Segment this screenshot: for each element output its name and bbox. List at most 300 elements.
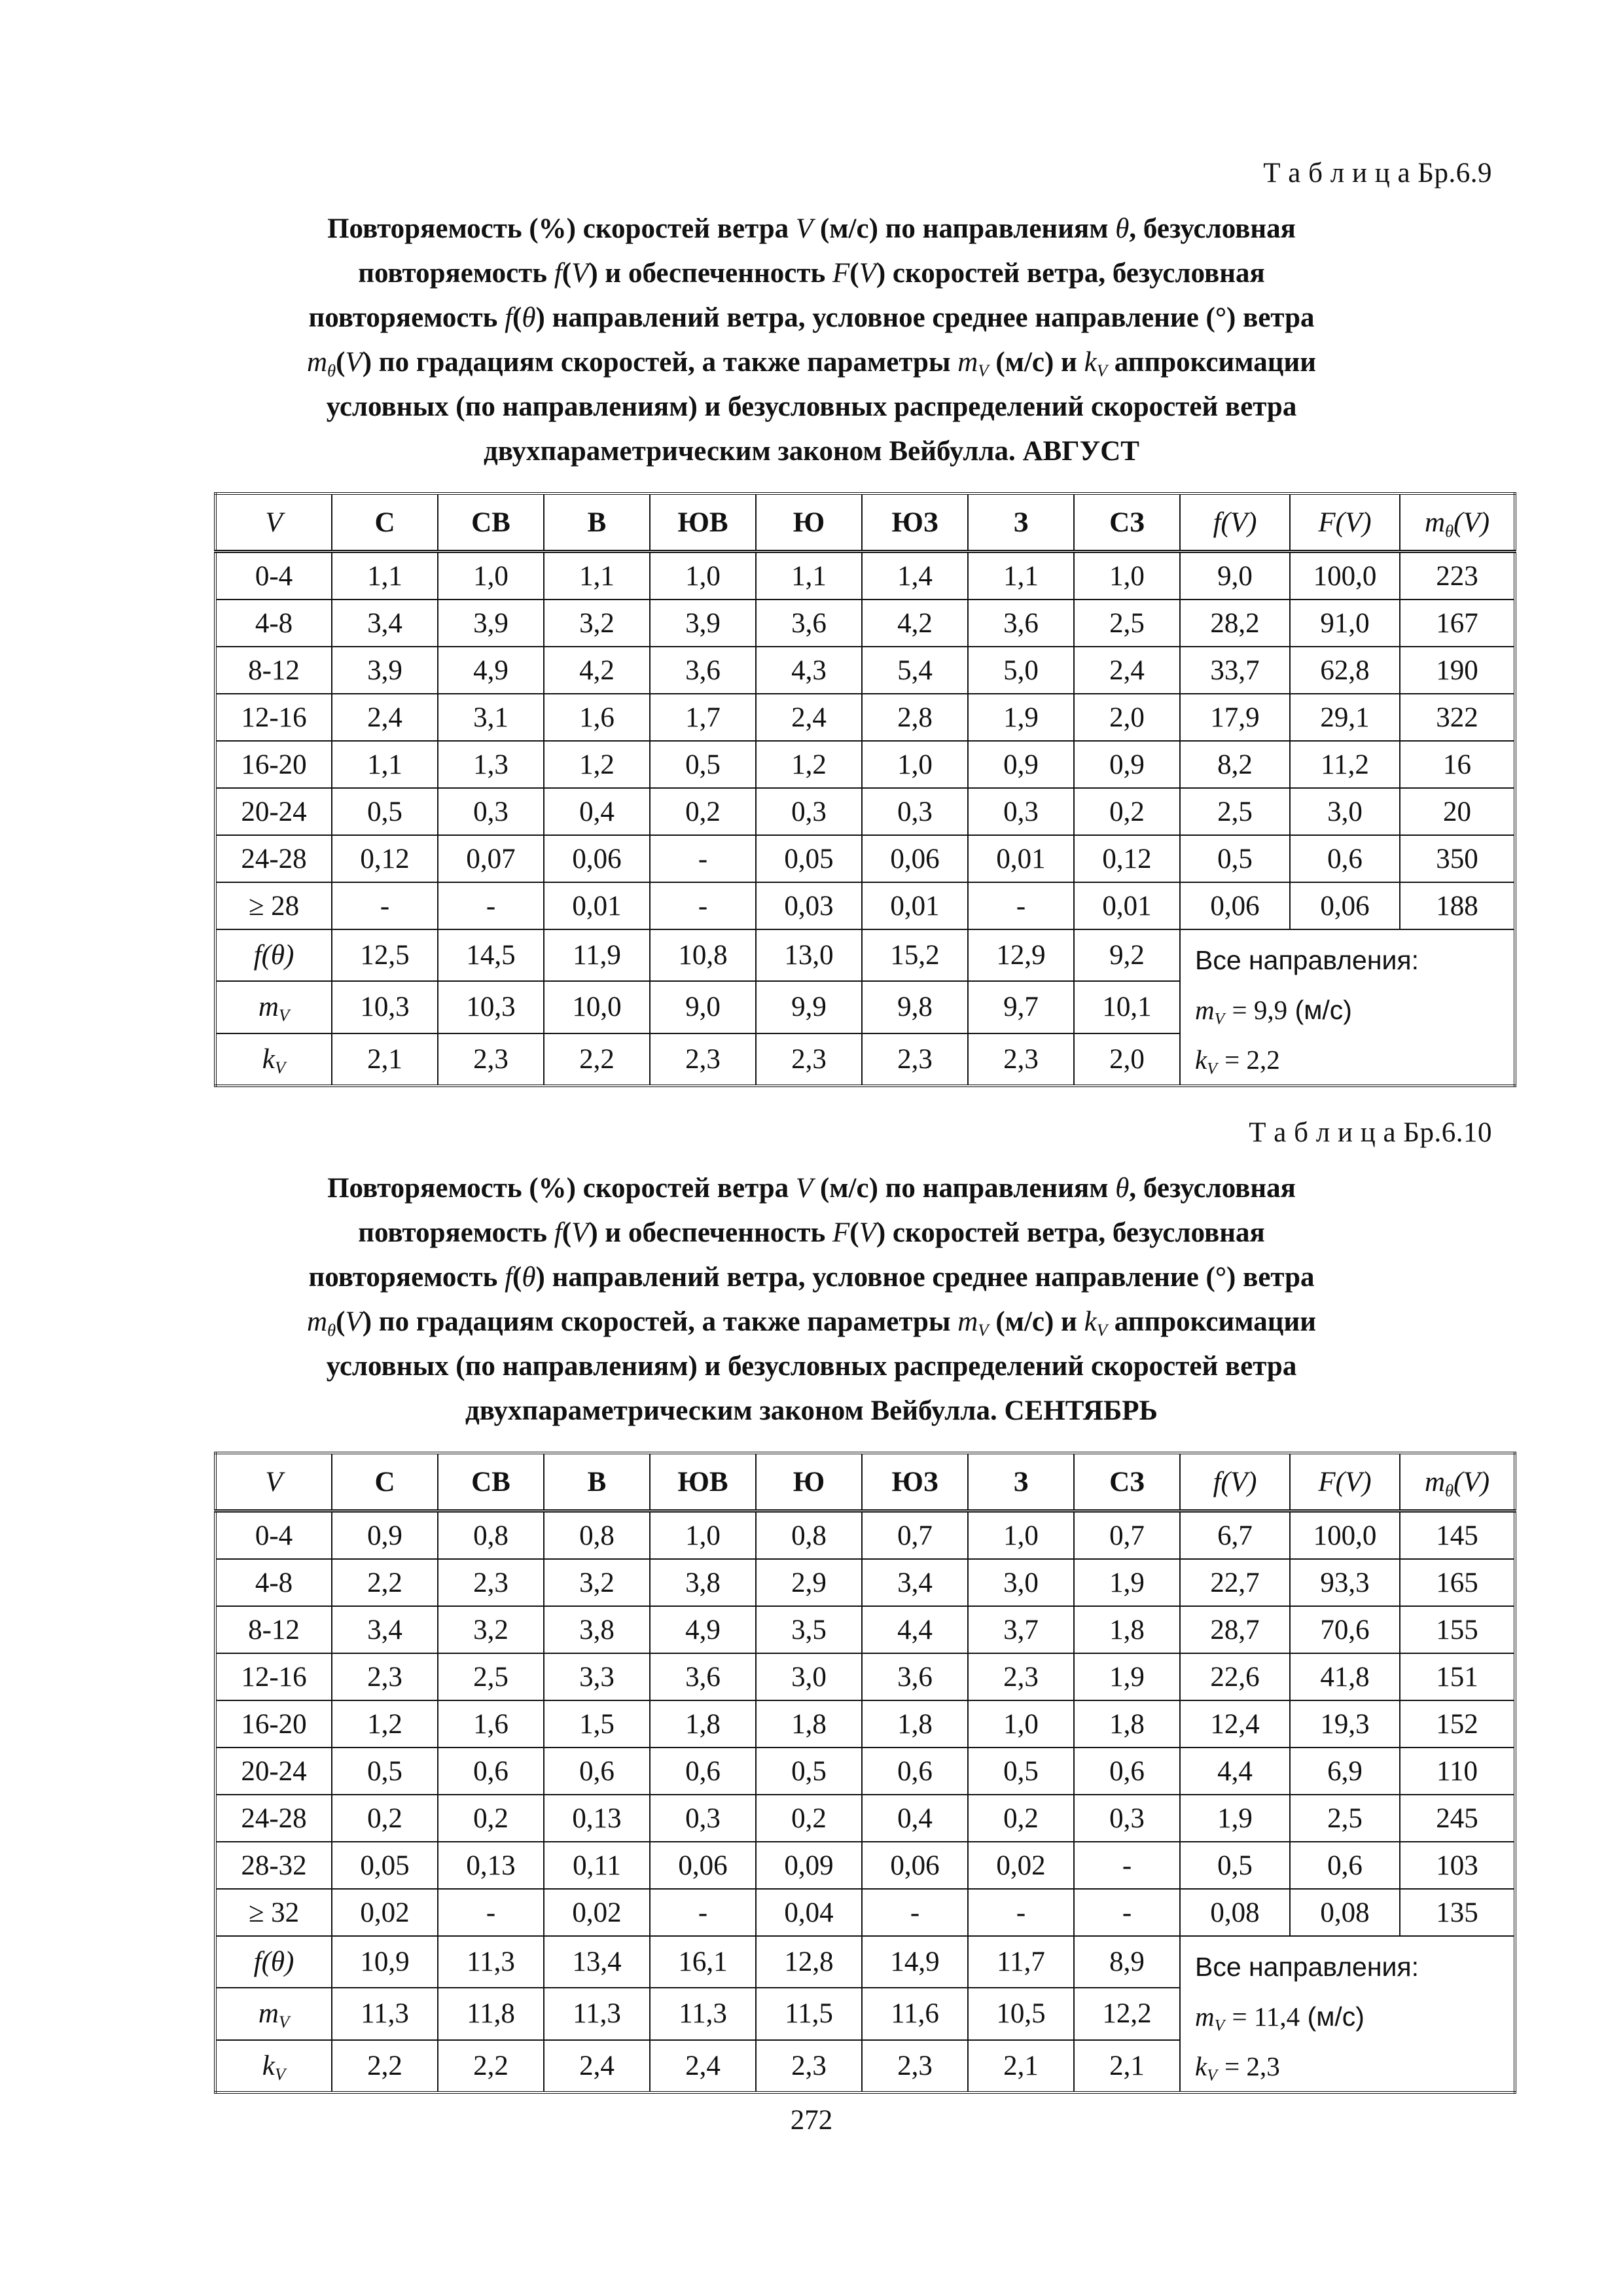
table-cell: 0,5 <box>756 1748 862 1795</box>
table-cell: 10,0 <box>544 981 650 1033</box>
table-cell: 0,06 <box>1290 882 1400 929</box>
table-cell: 0,6 <box>650 1748 756 1795</box>
table-cell: 1,0 <box>438 552 544 600</box>
table-cell: 100,0 <box>1290 552 1400 600</box>
header-dir: З <box>968 1453 1074 1511</box>
table-cell: 0,3 <box>756 788 862 835</box>
table-cell: 2,5 <box>438 1653 544 1700</box>
table-cell: 0,6 <box>1074 1748 1180 1795</box>
table-title: Повторяемость (%) скоростей ветра V (м/с) по направлениям θ, безусловная повторяемость f(V) и обеспеченность F(V) скоростей ветра, безусловная повторяемость f(θ) направлений ветра, условное среднее направление (°) ветра $m_\theta(V)$ по градациям скоростей, а также параметры $m_V$ (м/с) и $k_V$ аппроксимации условных (по направлениям) и безусловных распределений скоростей ветра двухпараметрическим законом Вейбулла. СЕНТЯБРЬ <box>306 1173 1317 1426</box>
header-dir: СЗ <box>1074 493 1180 552</box>
table-cell: 1,1 <box>756 552 862 600</box>
header-f-v: f(V) <box>1180 493 1290 552</box>
table-cell: 10,9 <box>332 1936 438 1988</box>
all-directions-summary: Все направления: $m_V = 9,9$ (м/с) $k_V = 2,2$ <box>1180 929 1515 1086</box>
table-cell: 10,5 <box>968 1988 1074 2039</box>
table-cell: 0,3 <box>650 1795 756 1842</box>
table-cell: 28,2 <box>1180 600 1290 647</box>
table-cell: 1,0 <box>968 1700 1074 1748</box>
header-dir: Ю <box>756 493 862 552</box>
table-cell: 2,1 <box>332 1033 438 1086</box>
title-month: СЕНТЯБРЬ <box>1004 1395 1158 1426</box>
table-cell: 0,02 <box>544 1889 650 1936</box>
table-cell: 6,7 <box>1180 1511 1290 1560</box>
table-cell: 20 <box>1400 788 1515 835</box>
speed-range-cell: 8-12 <box>215 647 332 694</box>
table-cell: 0,6 <box>1290 835 1400 882</box>
table-cell: 135 <box>1400 1889 1515 1936</box>
page-number: 272 <box>790 2105 833 2136</box>
header-row <box>215 1453 1515 1511</box>
table-cell: 2,5 <box>1180 788 1290 835</box>
table-cell: 1,0 <box>650 552 756 600</box>
table-cell: 1,1 <box>332 741 438 788</box>
table-cell: 11,3 <box>650 1988 756 2039</box>
header-v: V <box>215 1453 332 1511</box>
table-cell: 0,06 <box>650 1842 756 1889</box>
table-cell: 0,9 <box>1074 741 1180 788</box>
table-cell: 1,3 <box>438 741 544 788</box>
speed-range-cell: 24-28 <box>215 835 332 882</box>
table-cell: 0,12 <box>332 835 438 882</box>
table-cell: 1,0 <box>968 1511 1074 1560</box>
header-dir: ЮВ <box>650 493 756 552</box>
table-cell: 3,4 <box>332 600 438 647</box>
table-row <box>215 835 1515 882</box>
table-cell: 100,0 <box>1290 1511 1400 1560</box>
data-rows <box>215 552 1515 930</box>
table-row <box>215 1511 1515 1560</box>
header-dir: В <box>544 493 650 552</box>
table-cell: 8,2 <box>1180 741 1290 788</box>
table-cell: 3,6 <box>650 1653 756 1700</box>
speed-range-cell: ≥ 32 <box>215 1889 332 1936</box>
table-cell: - <box>1074 1842 1180 1889</box>
table-cell: 0,01 <box>968 835 1074 882</box>
table-cell: 2,0 <box>1074 1033 1180 1086</box>
speed-range-cell: 0-4 <box>215 1511 332 1560</box>
table-cell: 0,06 <box>544 835 650 882</box>
table-cell: 10,3 <box>332 981 438 1033</box>
summary-kv: 2,2 <box>1246 1045 1280 1075</box>
table-cell: 0,2 <box>968 1795 1074 1842</box>
table-cell: 0,2 <box>650 788 756 835</box>
table-cell: 11,5 <box>756 1988 862 2039</box>
table-cell: 4,9 <box>438 647 544 694</box>
table-cell: 0,6 <box>862 1748 968 1795</box>
table-cell: 0,6 <box>544 1748 650 1795</box>
table-cell: 1,5 <box>544 1700 650 1748</box>
table-row <box>215 647 1515 694</box>
table-cell: 1,8 <box>1074 1700 1180 1748</box>
table-cell: 11,2 <box>1290 741 1400 788</box>
header-m-theta: $m_\theta(V)$ <box>1400 1453 1515 1511</box>
table-cell: 3,0 <box>968 1559 1074 1606</box>
table-cell: - <box>650 1889 756 1936</box>
table-row <box>215 1795 1515 1842</box>
table-cell: 2,3 <box>438 1033 544 1086</box>
data-rows <box>215 1511 1515 1937</box>
header-row <box>215 493 1515 552</box>
table-cell: 1,9 <box>1074 1559 1180 1606</box>
table-cell: 0,12 <box>1074 835 1180 882</box>
header-dir: СВ <box>438 1453 544 1511</box>
table-cell: 6,9 <box>1290 1748 1400 1795</box>
table-cell: 1,7 <box>650 694 756 741</box>
table-cell: 223 <box>1400 552 1515 600</box>
table-cell: 4,4 <box>1180 1748 1290 1795</box>
table-cell: 0,6 <box>1290 1842 1400 1889</box>
table-cell: 3,3 <box>544 1653 650 1700</box>
table-cell: 3,0 <box>756 1653 862 1700</box>
table-cell: 0,5 <box>1180 1842 1290 1889</box>
header-dir: СВ <box>438 493 544 552</box>
table-cell: 3,6 <box>650 647 756 694</box>
table-cell: 0,4 <box>862 1795 968 1842</box>
table-cell: 9,2 <box>1074 929 1180 981</box>
table-cell: - <box>438 882 544 929</box>
table-cell: 1,8 <box>862 1700 968 1748</box>
table-row <box>215 1606 1515 1653</box>
f-theta-row <box>215 929 1515 981</box>
table-cell: 4,4 <box>862 1606 968 1653</box>
table-cell: 2,3 <box>968 1653 1074 1700</box>
table-cell: 3,9 <box>332 647 438 694</box>
speed-range-cell: 0-4 <box>215 552 332 600</box>
table-cell: 3,2 <box>544 1559 650 1606</box>
table-cell: 1,2 <box>544 741 650 788</box>
table-cell: 0,2 <box>756 1795 862 1842</box>
table-cell: 33,7 <box>1180 647 1290 694</box>
table-cell: - <box>968 882 1074 929</box>
table-cell: 0,5 <box>332 1748 438 1795</box>
header-v: V <box>215 493 332 552</box>
table-cell: 2,3 <box>756 1033 862 1086</box>
table-cell: - <box>968 1889 1074 1936</box>
speed-range-cell: 20-24 <box>215 1748 332 1795</box>
table-cell: 4,2 <box>544 647 650 694</box>
table-cell: - <box>1074 1889 1180 1936</box>
table-cell: 1,8 <box>756 1700 862 1748</box>
table-cell: 5,4 <box>862 647 968 694</box>
table-cell: 1,8 <box>1074 1606 1180 1653</box>
table-cell: 0,06 <box>862 835 968 882</box>
table-cell: 70,6 <box>1290 1606 1400 1653</box>
row-label: f(θ) <box>215 929 332 981</box>
row-label: $m_V$ <box>215 981 332 1033</box>
table-title: Повторяемость (%) скоростей ветра V (м/с) по направлениям θ, безусловная повторяемость f(V) и обеспеченность F(V) скоростей ветра, безусловная повторяемость f(θ) направлений ветра, условное среднее направление (°) ветра $m_\theta(V)$ по градациям скоростей, а также параметры $m_V$ (м/с) и $k_V$ аппроксимации условных (по направлениям) и безусловных распределений скоростей ветра двухпараметрическим законом Вейбулла. АВГУСТ <box>306 213 1317 467</box>
table-row <box>215 1700 1515 1748</box>
summary-mv-unit: (м/с) <box>1294 995 1352 1025</box>
table-cell: 0,5 <box>1180 835 1290 882</box>
table-cell: 350 <box>1400 835 1515 882</box>
table-label: Т а б л и ц а Бр.6.10 <box>1249 1117 1492 1148</box>
table-cell: 16,1 <box>650 1936 756 1988</box>
table-cell: 15,2 <box>862 929 968 981</box>
table-cell: 91,0 <box>1290 600 1400 647</box>
table-cell: 4,9 <box>650 1606 756 1653</box>
speed-range-cell: 4-8 <box>215 600 332 647</box>
table-cell: 0,06 <box>1180 882 1290 929</box>
table-cell: 0,9 <box>968 741 1074 788</box>
table-cell: 4,3 <box>756 647 862 694</box>
table-cell: 3,8 <box>544 1606 650 1653</box>
table-cell: 22,6 <box>1180 1653 1290 1700</box>
header-dir: СЗ <box>1074 1453 1180 1511</box>
table-cell: 2,1 <box>968 2040 1074 2092</box>
table-cell: 152 <box>1400 1700 1515 1748</box>
table-cell: 2,5 <box>1074 600 1180 647</box>
table-row <box>215 1842 1515 1889</box>
table-row <box>215 1653 1515 1700</box>
table-cell: 151 <box>1400 1653 1515 1700</box>
all-directions-summary: Все направления: $m_V = 11,4$ (м/с) $k_V = 2,3$ <box>1180 1936 1515 2092</box>
table-cell: 3,2 <box>438 1606 544 1653</box>
table-cell: 0,07 <box>438 835 544 882</box>
table-cell: 12,5 <box>332 929 438 981</box>
table-cell: 1,9 <box>968 694 1074 741</box>
table-cell: 11,9 <box>544 929 650 981</box>
table-cell: 3,2 <box>544 600 650 647</box>
table-cell: 93,3 <box>1290 1559 1400 1606</box>
speed-range-cell: 16-20 <box>215 1700 332 1748</box>
speed-range-cell: 12-16 <box>215 694 332 741</box>
table-cell: 1,8 <box>650 1700 756 1748</box>
table-cell: 0,08 <box>1180 1889 1290 1936</box>
table-cell: 12,8 <box>756 1936 862 1988</box>
table-cell: 2,2 <box>332 2040 438 2092</box>
table-cell: 9,7 <box>968 981 1074 1033</box>
table-cell: 11,8 <box>438 1988 544 2039</box>
table-cell: 2,3 <box>862 1033 968 1086</box>
table-row <box>215 694 1515 741</box>
table-cell: 9,9 <box>756 981 862 1033</box>
table-cell: 0,3 <box>438 788 544 835</box>
table-cell: 0,4 <box>544 788 650 835</box>
speed-range-cell: 20-24 <box>215 788 332 835</box>
table-cell: 12,4 <box>1180 1700 1290 1748</box>
table-cell: 2,2 <box>438 2040 544 2092</box>
table-cell: 3,9 <box>438 600 544 647</box>
table-label: Т а б л и ц а Бр.6.9 <box>1263 158 1492 188</box>
table-cell: 1,9 <box>1074 1653 1180 1700</box>
table-cell: 1,0 <box>1074 552 1180 600</box>
table-cell: 41,8 <box>1290 1653 1400 1700</box>
table-cell: 1,2 <box>332 1700 438 1748</box>
table-row <box>215 1889 1515 1936</box>
table-cell: 19,3 <box>1290 1700 1400 1748</box>
table-cell: 0,13 <box>544 1795 650 1842</box>
table-cell: 2,3 <box>650 1033 756 1086</box>
table-cell: 0,11 <box>544 1842 650 1889</box>
table-cell: 11,3 <box>438 1936 544 1988</box>
table-cell: 5,0 <box>968 647 1074 694</box>
table-cell: 0,5 <box>332 788 438 835</box>
header-dir: С <box>332 493 438 552</box>
table-cell: 0,2 <box>438 1795 544 1842</box>
table-cell: 145 <box>1400 1511 1515 1560</box>
table-cell: 13,4 <box>544 1936 650 1988</box>
table-cell: 9,8 <box>862 981 968 1033</box>
table-cell: 0,13 <box>438 1842 544 1889</box>
table-cell: 2,4 <box>1074 647 1180 694</box>
table-cell: 0,01 <box>1074 882 1180 929</box>
table-cell: 2,5 <box>1290 1795 1400 1842</box>
table-cell: 0,5 <box>968 1748 1074 1795</box>
header-dir: В <box>544 1453 650 1511</box>
table-cell: 322 <box>1400 694 1515 741</box>
table-cell: 1,1 <box>332 552 438 600</box>
table-cell: 3,1 <box>438 694 544 741</box>
speed-range-cell: 4-8 <box>215 1559 332 1606</box>
row-label: $m_V$ <box>215 1988 332 2039</box>
summary-kv: 2,3 <box>1246 2051 1280 2081</box>
table-cell: 1,0 <box>650 1511 756 1560</box>
table-cell: 0,01 <box>862 882 968 929</box>
table-cell: 1,1 <box>968 552 1074 600</box>
table-cell: 0,9 <box>332 1511 438 1560</box>
table-cell: 13,0 <box>756 929 862 981</box>
table-cell: 3,6 <box>968 600 1074 647</box>
header-dir: ЮЗ <box>862 1453 968 1511</box>
table-cell: 3,5 <box>756 1606 862 1653</box>
table-cell: 29,1 <box>1290 694 1400 741</box>
table-cell: 0,05 <box>756 835 862 882</box>
table-cell: 4,2 <box>862 600 968 647</box>
speed-range-cell: 16-20 <box>215 741 332 788</box>
header-dir: ЮЗ <box>862 493 968 552</box>
table-cell: 1,0 <box>862 741 968 788</box>
table-cell: 8,9 <box>1074 1936 1180 1988</box>
header-cap-f-v: F(V) <box>1290 1453 1400 1511</box>
table-cell: 10,1 <box>1074 981 1180 1033</box>
table-row <box>215 600 1515 647</box>
table-cell: 3,4 <box>332 1606 438 1653</box>
table-cell: 0,7 <box>862 1511 968 1560</box>
table-cell: 2,3 <box>332 1653 438 1700</box>
table-cell: 9,0 <box>650 981 756 1033</box>
table-cell: 1,6 <box>438 1700 544 1748</box>
header-dir: З <box>968 493 1074 552</box>
table-cell: 14,9 <box>862 1936 968 1988</box>
header-cap-f-v: F(V) <box>1290 493 1400 552</box>
table-cell: 2,4 <box>650 2040 756 2092</box>
table-cell: 0,3 <box>862 788 968 835</box>
table-cell: 2,1 <box>1074 2040 1180 2092</box>
table-row <box>215 1748 1515 1795</box>
summary-label: Все направления: <box>1195 945 1419 975</box>
table-cell: 1,6 <box>544 694 650 741</box>
table-cell: 11,3 <box>544 1988 650 2039</box>
table-row <box>215 741 1515 788</box>
table-cell: 0,2 <box>332 1795 438 1842</box>
table-cell: 62,8 <box>1290 647 1400 694</box>
table-cell: 1,2 <box>756 741 862 788</box>
table-cell: 28,7 <box>1180 1606 1290 1653</box>
row-label: f(θ) <box>215 1936 332 1988</box>
table-cell: 2,3 <box>968 1033 1074 1086</box>
summary-mv: 11,4 <box>1253 2001 1300 2032</box>
table-cell: 1,1 <box>544 552 650 600</box>
title-month: АВГУСТ <box>1022 436 1139 467</box>
table-cell: 2,3 <box>862 2040 968 2092</box>
table-cell: 0,06 <box>862 1842 968 1889</box>
table-cell: 3,8 <box>650 1559 756 1606</box>
table-cell: 2,2 <box>332 1559 438 1606</box>
table-cell: 0,03 <box>756 882 862 929</box>
table-cell: 0,8 <box>438 1511 544 1560</box>
table-cell: 245 <box>1400 1795 1515 1842</box>
table-cell: 155 <box>1400 1606 1515 1653</box>
table-cell: - <box>438 1889 544 1936</box>
table-cell: 0,08 <box>1290 1889 1400 1936</box>
summary-mv-unit: (м/с) <box>1307 2001 1364 2032</box>
table-cell: 103 <box>1400 1842 1515 1889</box>
table-cell: 2,4 <box>544 2040 650 2092</box>
table-cell: 3,9 <box>650 600 756 647</box>
table-cell: 0,8 <box>544 1511 650 1560</box>
table-cell: 2,3 <box>438 1559 544 1606</box>
speed-range-cell: 24-28 <box>215 1795 332 1842</box>
table-cell: - <box>650 835 756 882</box>
table-cell: 2,4 <box>756 694 862 741</box>
speed-range-cell: 28-32 <box>215 1842 332 1889</box>
table-cell: 0,2 <box>1074 788 1180 835</box>
table-cell: 2,2 <box>544 1033 650 1086</box>
header-f-v: f(V) <box>1180 1453 1290 1511</box>
wind-table-september <box>214 1452 1516 2094</box>
table-cell: 188 <box>1400 882 1515 929</box>
table-cell: 10,3 <box>438 981 544 1033</box>
table-cell: 3,7 <box>968 1606 1074 1653</box>
table-cell: 1,9 <box>1180 1795 1290 1842</box>
table-row <box>215 882 1515 929</box>
table-row <box>215 1559 1515 1606</box>
table-cell: 3,4 <box>862 1559 968 1606</box>
table-cell: 0,8 <box>756 1511 862 1560</box>
f-theta-row <box>215 1936 1515 1988</box>
table-cell: 0,05 <box>332 1842 438 1889</box>
table-cell: 9,0 <box>1180 552 1290 600</box>
table-cell: 2,9 <box>756 1559 862 1606</box>
table-cell: 17,9 <box>1180 694 1290 741</box>
table-cell: 165 <box>1400 1559 1515 1606</box>
table-cell: 2,8 <box>862 694 968 741</box>
table-cell: 12,9 <box>968 929 1074 981</box>
table-cell: 0,7 <box>1074 1511 1180 1560</box>
speed-range-cell: ≥ 28 <box>215 882 332 929</box>
table-cell: 0,02 <box>968 1842 1074 1889</box>
table-cell: 11,7 <box>968 1936 1074 1988</box>
table-cell: 0,01 <box>544 882 650 929</box>
table-cell: 0,6 <box>438 1748 544 1795</box>
table-cell: 110 <box>1400 1748 1515 1795</box>
summary-label: Все направления: <box>1195 1952 1419 1982</box>
table-cell: 12,2 <box>1074 1988 1180 2039</box>
header-m-theta: $m_\theta(V)$ <box>1400 493 1515 552</box>
table-row <box>215 552 1515 600</box>
speed-range-cell: 8-12 <box>215 1606 332 1653</box>
row-label: $k_V$ <box>215 1033 332 1086</box>
speed-range-cell: 12-16 <box>215 1653 332 1700</box>
summary-mv: 9,9 <box>1253 995 1288 1025</box>
table-cell: 190 <box>1400 647 1515 694</box>
table-row <box>215 788 1515 835</box>
table-cell: 0,02 <box>332 1889 438 1936</box>
table-cell: 10,8 <box>650 929 756 981</box>
table-cell: - <box>332 882 438 929</box>
table-cell: 16 <box>1400 741 1515 788</box>
